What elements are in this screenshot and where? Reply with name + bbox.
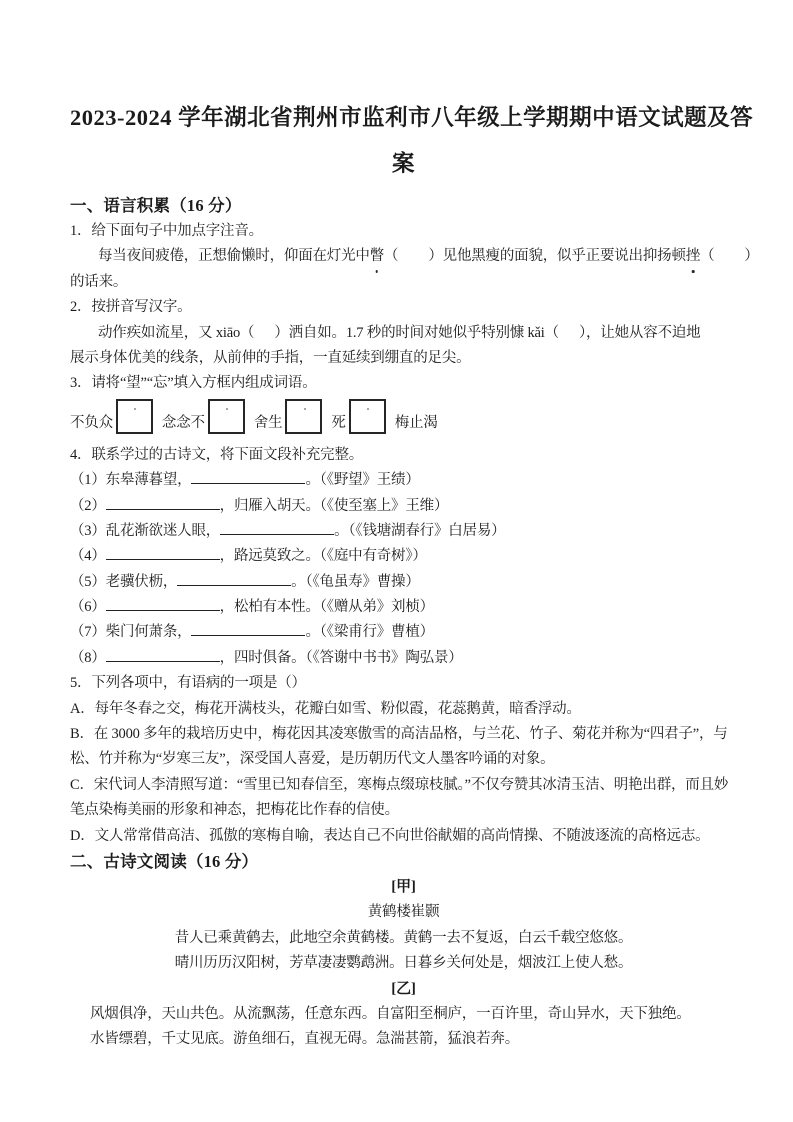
poem-line-2: 晴川历历汉阳树，芳草凄凄鹦鹉洲。日暮乡关何处是，烟波江上使人愁。 [174,955,633,972]
q4-item-7-post: 。（《梁甫行》曹植） [305,624,434,641]
q4-item-7 [70,620,737,645]
q4-item-4-pre: （4） [70,548,106,565]
q4-item-8-blank [106,648,220,662]
q1-sentence-line2: 的话来。 [70,273,128,290]
passage-jia-label: [甲] [391,878,416,895]
prose-line-1: 风烟俱净，天山共色。从流飘荡，任意东西。自富阳至桐庐，一百许里，奇山异水，天下独绝。 [90,1005,691,1022]
q3-answer-box-4 [349,399,386,434]
q4-item-2-pre: （2） [70,497,106,514]
q2-text-seg1: 动作疾如流星，又 xiāo [98,324,240,341]
q4-item-5-post: 。（《龟虽寿》曹操） [291,573,420,590]
q4-item-7-blank [191,622,305,636]
q4-item-6-pre: （6） [70,599,106,616]
q3-answer-box-2 [208,399,245,434]
q4-item-6-blank [106,597,220,611]
q4-item-2 [70,494,737,519]
q5-option-c-line2: 笔点染梅美丽的形象和神态，把梅花比作春的信使。 [70,802,399,819]
q4-item-1 [70,468,737,493]
q2-paren-open-2: （ [544,324,559,341]
q5-option-b-line2: 松、竹并称为“岁寒三友”，深受国人喜爱，是历朝历代文人墨客吟诵的对象。 [70,751,555,768]
q4-item-1-pre: （1）东皋薄暮望， [70,472,192,489]
q1-dotted-char-cuo: 挫 [686,244,700,269]
q1-paren-open-2: （ [700,248,715,265]
q1-paren-open-1: （ [384,248,399,265]
q4-item-3-pre: （3）乱花渐欲迷人眼， [70,522,221,539]
q1-dotted-char-pie: 瞥 [370,244,384,269]
q4-item-2-blank [106,496,220,510]
q4-item-8-pre: （8） [70,649,106,666]
exam-title-line2: 案 [391,151,415,176]
q4-item-8-post: ，四时俱备。（《答谢中书书》陶弘景） [219,649,463,666]
q2-paren-close-1: ） [274,324,289,341]
q3-stem: 3．请将“望”“忘”填入方框内组成词语。 [70,375,317,392]
q2-paren-close-2: ） [578,324,586,341]
q2-stem: 2．按拼音写汉字。 [70,299,192,316]
q3-answer-box-1 [116,399,153,434]
poem-title: 黄鹤楼崔颢 [367,904,440,921]
q4-item-1-blank [191,470,305,484]
poem-line-1: 昔人已乘黄鹤去，此地空余黄鹤楼。黄鹤一去不复返，白云千载空悠悠。 [174,929,633,946]
exam-title-line1: 2023-2024 学年湖北省荆州市监利市八年级上学期期中语文试题及答 [70,105,754,130]
q4-item-2-post: ，归雁入胡天。（《使至塞上》王维） [219,497,449,514]
q2-text-seg3: ，让她从容不迫地 [586,324,701,341]
q5-option-d: D．文人常常借高洁、孤傲的寒梅自喻，表达自己不向世俗献媚的高尚情操、不随波逐流的高格远志。 [70,827,710,844]
q4-item-8 [70,646,737,671]
q4-item-7-pre: （7）柴门何萧条， [70,624,192,641]
q3-word3: 舍生 [253,414,283,431]
section2-heading: 二、古诗文阅读（16 分） [70,851,259,871]
q3-word4: 死 [331,414,346,431]
q3-word-box-row [70,397,737,441]
q4-item-5-blank [177,572,291,586]
q2-paren-open-1: （ [240,324,255,341]
q4-item-3-post: 。（《钱塘湖春行》白居易） [334,522,506,539]
q2-text-seg2: 洒自如。1.7 秒的时间对她似乎特别慷 kǎi [288,324,545,341]
q4-item-5 [70,570,737,595]
q4-item-5-pre: （5）老骥伏枥， [70,573,178,590]
q1-text-seg2: 见他黑瘦的面貌，似乎正要说出抑扬顿 [442,248,686,265]
section1-heading: 一、语言积累（16 分） [70,196,242,215]
q1-stem: 1．给下面句子中加点字注音。 [70,223,263,239]
q5-stem: 5．下列各项中，有语病的一项是（） [70,675,306,692]
q1-sentence-line1 [70,244,759,269]
q1-paren-close-1: ） [428,248,443,265]
q2-sentence-line1 [70,321,737,346]
q4-item-3 [70,519,737,544]
passage-yi-label: [乙] [391,980,416,997]
q3-answer-box-3 [285,399,322,434]
q2-sentence-line2: 展示身体优美的线条，从前伸的手指，一直延续到绷直的足尖。 [70,349,471,366]
q5-option-a: A．每年冬春之交，梅花开满枝头，花瓣白如雪、粉似霞，花蕊鹅黄，暗香浮动。 [70,700,581,717]
q4-item-6 [70,595,737,620]
q4-item-3-blank [220,521,334,535]
q5-option-b-line1: B．在 3000 多年的栽培历史中，梅花因其凌寒傲雪的高洁品格，与兰花、竹子、菊花并称为“四君子”，与 [70,726,728,743]
q4-item-6-post: ，松柏有本性。（《赠从弟》刘桢） [219,599,434,616]
q3-word5: 梅止渴 [394,414,438,431]
q4-stem: 4．联系学过的古诗文，将下面文段补充完整。 [70,446,364,463]
q4-item-4-blank [106,546,220,560]
q3-word1: 不负众 [70,414,113,431]
prose-line-2: 水皆缥碧，千丈见底。游鱼细石，直视无碍。急湍甚箭，猛浪若奔。 [90,1031,519,1048]
q3-word2: 念念不 [161,414,205,431]
q1-text-seg1: 每当夜间疲倦，正想偷懒时，仰面在灯光中 [98,248,370,265]
q4-item-4 [70,544,737,569]
q4-item-1-post: 。（《野望》王绩） [305,472,420,489]
q4-item-4-post: ，路远莫致之。（《庭中有奇树》） [219,548,427,565]
q1-paren-close-2: ） [744,248,759,265]
q5-option-c-line1: C．宋代词人李清照写道：“雪里已知春信至，寒梅点缀琼枝腻。”不仅夸赞其冰清玉洁、明艳出群，而且妙 [70,776,729,793]
